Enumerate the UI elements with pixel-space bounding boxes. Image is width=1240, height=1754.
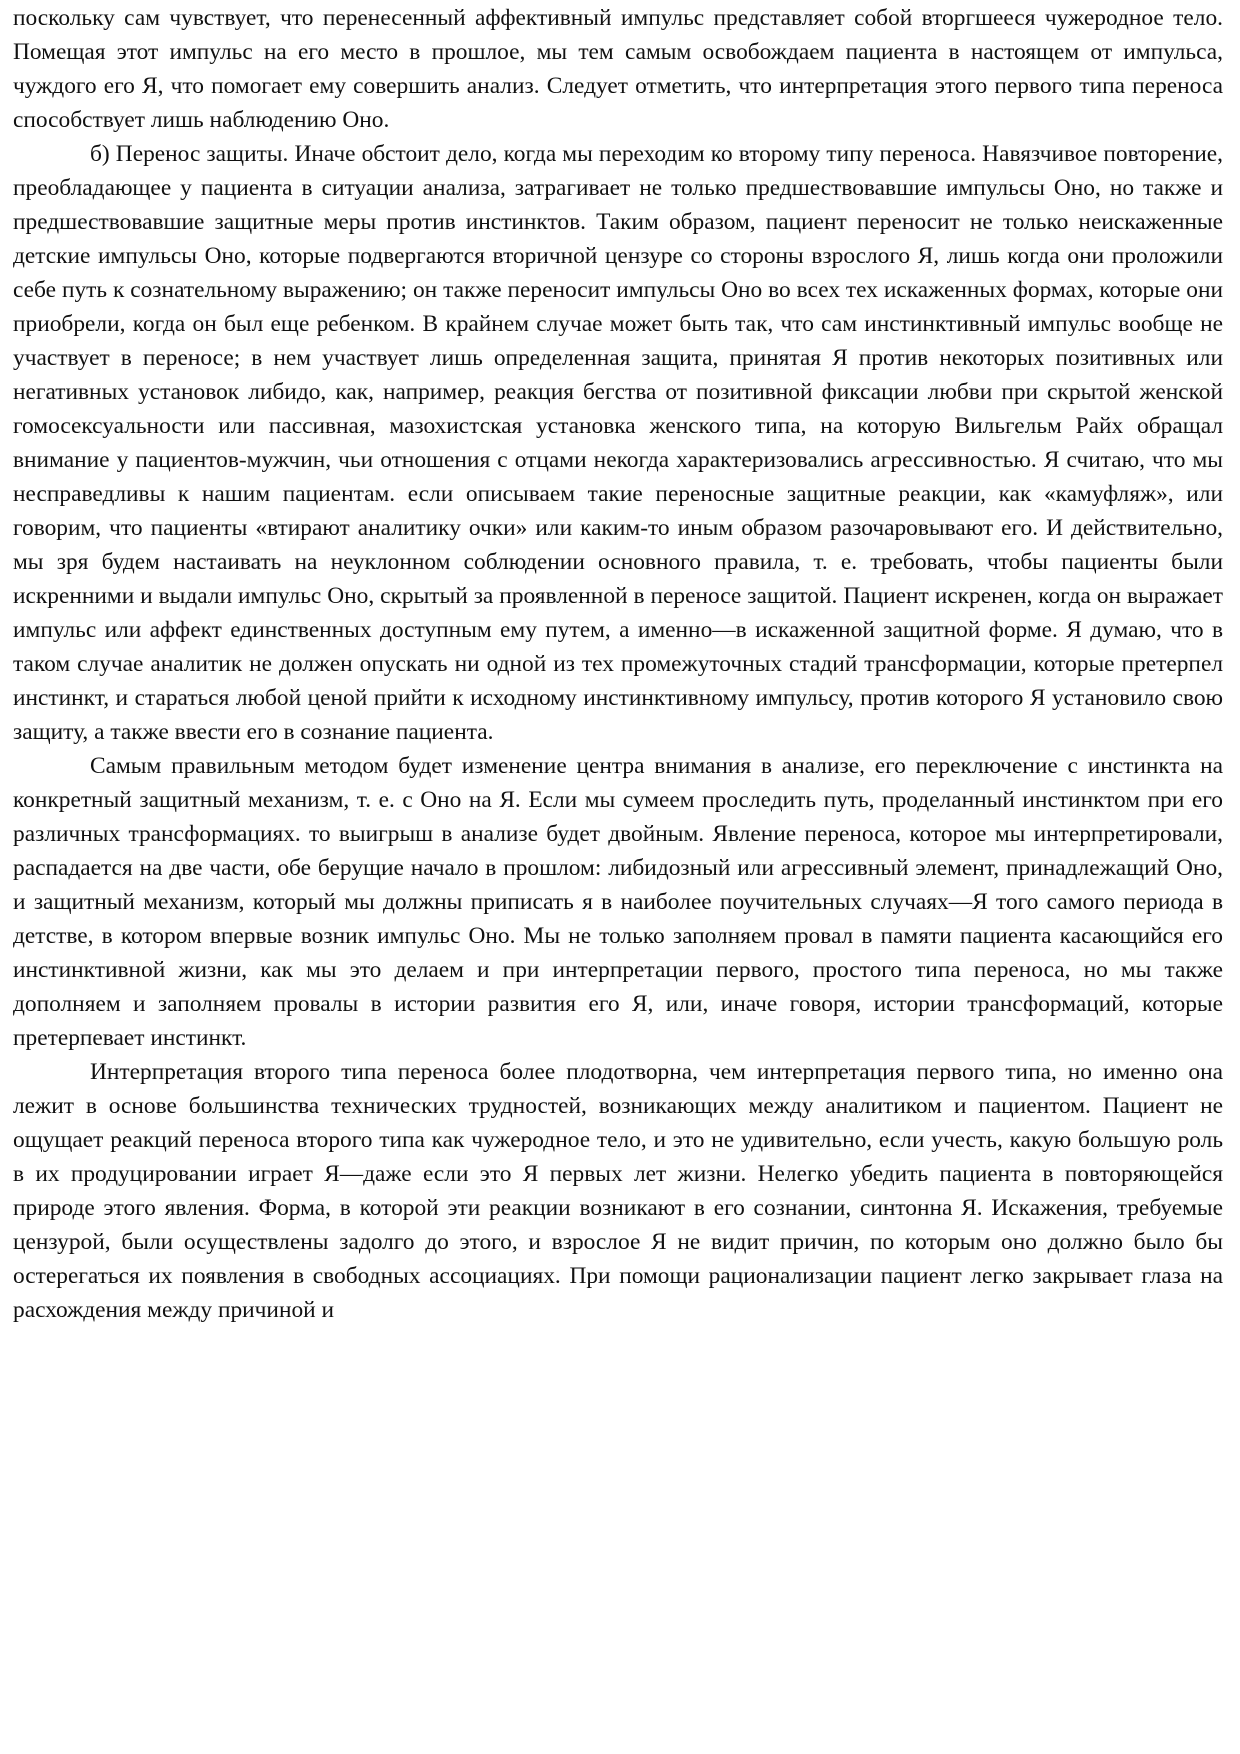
paragraph-interpretation: Интерпретация второго типа переноса более плодотворна, чем интерпретация первого типа, но именно она лежит в основе большинства технических трудностей, возникающих между аналитиком и пациентом. Пациент не ощущает реакций переноса второго типа как чужеродное тело, и это не удивительно, если учесть, какую большую роль в их продуцировании играет Я—даже если это Я первых лет жизни. Нелегко убедить пациента в повторяющейся природе этого явления. Форма, в которой эти реакции возникают в его сознании, синтонна Я. Искажения, требуемые цензурой, были осуществлены задолго до этого, и взрослое Я не видит причин, по которым оно должно было бы остерегаться их появления в свободных ассоциациях. При помощи рационализации пациент легко закрывает глаза на расхождения между причиной и xyxy=(13,1059,1223,1323)
document-page xyxy=(13,0,1223,1754)
paragraph-defense-transference: б) Перенос защиты. Иначе обстоит дело, когда мы переходим ко второму типу переноса. Навязчивое повторение, преобладающее у пациента в ситуации анализа, затрагивает не только предшествовавшие импульсы Оно, но также и предшествовавшие защитные меры против инстинктов. Таким образом, пациент переносит не только неискаженные детские импульсы Оно, которые подвергаются вторичной цензуре со стороны взрослого Я, лишь когда они проложили себе путь к сознательному выражению; он также переносит импульсы Оно во всех тех искаженных формах, которые они приобрели, когда он был еще ребенком. В крайнем случае может быть так, что сам инстинктивный импульс вообще не участвует в переносе; в нем участвует лишь определенная защита, принятая Я против некоторых позитивных или негативных установок либидо, как, например, реакция бегства от позитивной фиксации любви при скрытой женской гомосексуальности или пассивная, мазохистская установка женского типа, на которую Вильгельм Райх обращал внимание у пациентов-мужчин, чьи отношения с отцами некогда характеризовались агрессивностью. Я считаю, что мы несправедливы к нашим пациентам. если описываем такие переносные защитные реакции, как «камуфляж», или говорим, что пациенты «втирают аналитику очки» или каким-то иным образом разочаровывают его. И действительно, мы зря будем настаивать на неуклонном соблюдении основного правила, т. е. требовать, чтобы пациенты были искренними и выдали импульс Оно, скрытый за проявленной в переносе защитой. Пациент искренен, когда он выражает импульс или аффект единственных доступным ему путем, а именно—в искаженной защитной форме. Я думаю, что в таком случае аналитик не должен опускать ни одной из тех промежуточных стадий трансформации, которые претерпел инстинкт, и стараться любой ценой прийти к исходному инстинктивному импульсу, против которого Я установило свою защиту, а также ввести его в сознание пациента. xyxy=(13,141,1223,745)
paragraph-correct-method: Самым правильным методом будет изменение центра внимания в анализе, его переключение с инстинкта на конкретный защитный механизм, т. е. с Оно на Я. Если мы сумеем проследить путь, проделанный инстинктом при его различных трансформациях. то выигрыш в анализе будет двойным. Явление переноса, которое мы интерпретировали, распадается на две части, обе берущие начало в прошлом: либидозный или агрессивный элемент, принадлежащий Оно, и защитный механизм, который мы должны приписать я в наиболее поучительных случаях—Я того самого периода в детстве, в котором впервые возник импульс Оно. Мы не только заполняем провал в памяти пациента касающийся его инстинктивной жизни, как мы это делаем и при интерпретации первого, простого типа переноса, но мы также дополняем и заполняем провалы в истории развития его Я, или, иначе говоря, истории трансформаций, которые претерпевает инстинкт. xyxy=(13,753,1223,1051)
paragraph-continued: поскольку сам чувствует, что перенесенный аффективный импульс представляет собой вторгшееся чужеродное тело. Помещая этот импульс на его место в прошлое, мы тем самым освобождаем пациента в настоящем от импульса, чуждого его Я, что помогает ему совершить анализ. Следует отметить, что интерпретация этого первого типа переноса способствует лишь наблюдению Оно. xyxy=(13,5,1223,133)
